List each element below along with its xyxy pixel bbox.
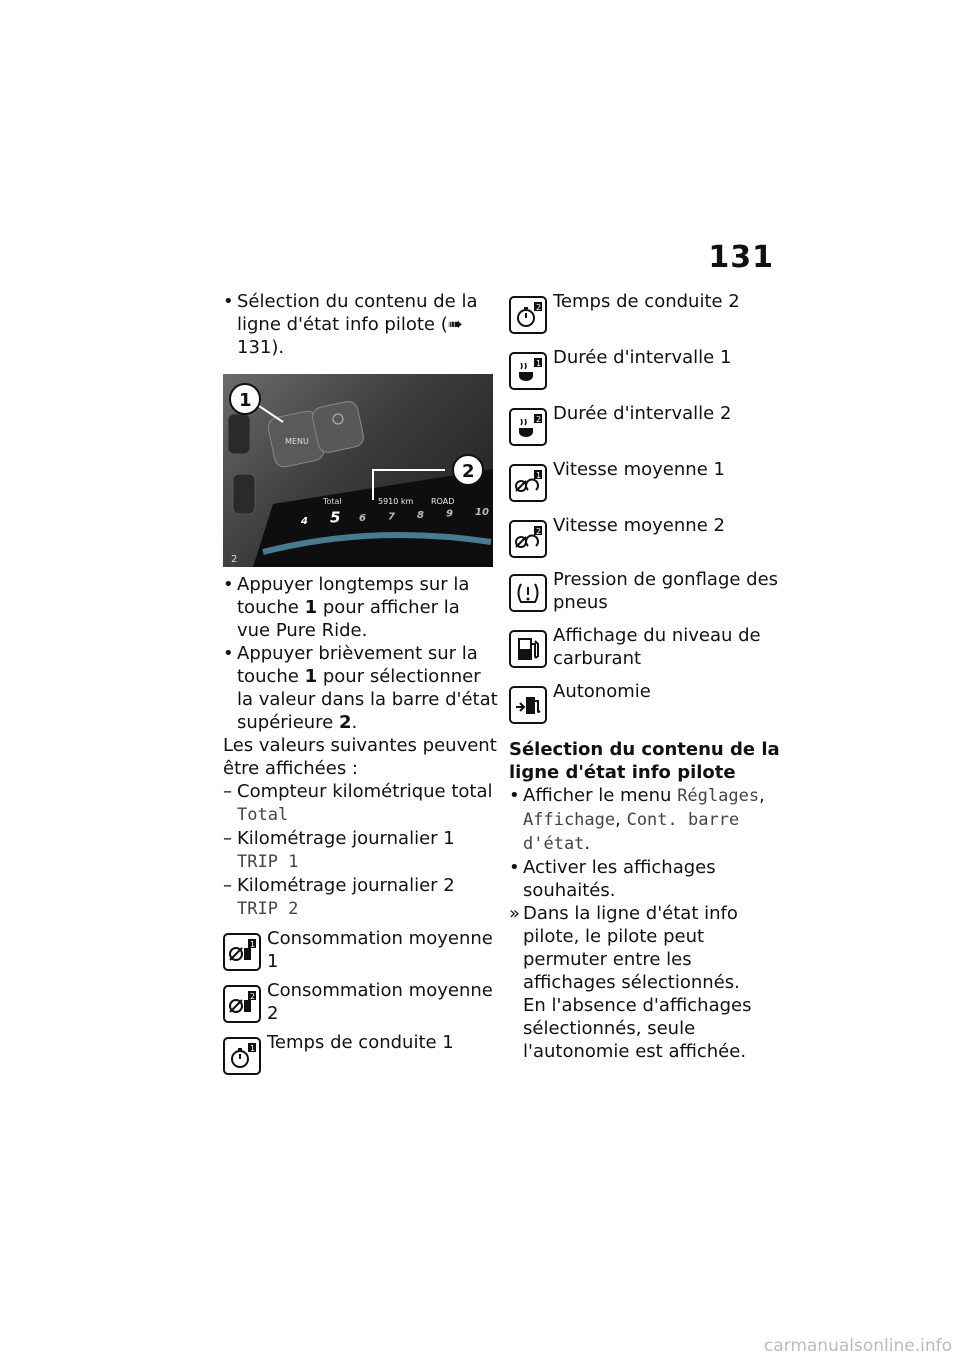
callout-1: 1: [239, 390, 252, 411]
bullet-short-press: • Appuyer brièvement sur la touche 1 pour sélectionner la valeur dans la barre d'état supérieure 2.: [223, 642, 498, 734]
icon-item-label: Consommation moyenne 1: [267, 928, 493, 972]
bullet-long-press: [223, 573, 498, 642]
dash-item-text: Kilométrage journalier 1: [237, 828, 455, 849]
svg-text:1: 1: [536, 471, 542, 480]
svg-text:1: 1: [250, 1044, 256, 1053]
result-text: » Dans la ligne d'état info pilote, le pilote peut permuter entre les affichages sélectionnés.: [509, 902, 789, 994]
tachometer-tick-label: 7: [388, 511, 395, 523]
svg-text:2: 2: [250, 992, 256, 1001]
activate-bullet: • Activer les affichages souhaités.: [509, 856, 789, 902]
callout-2: 2: [462, 461, 475, 482]
tachometer-tick-label: 9: [446, 508, 453, 520]
menu-path-settings: Réglages: [677, 786, 760, 806]
icon-item: [509, 514, 789, 558]
section-heading: Sélection du contenu de la ligne d'état info pilote: [509, 739, 780, 783]
svg-text:1: 1: [250, 940, 256, 949]
icon-item: [223, 1031, 498, 1075]
key-ref-1b: 1: [304, 666, 318, 687]
page-ref-arrow-icon: ➠: [447, 314, 463, 335]
interval-duration-1-icon: [509, 352, 547, 390]
bullet-long-press-text-end: pour afficher la vue Pure Ride.: [237, 597, 460, 641]
page-number: 131: [708, 240, 774, 275]
menu-path-status-bar: Cont. barre d'état: [523, 810, 740, 854]
right-column: [509, 290, 789, 1063]
bullet-long-press-text: Appuyer longtemps sur la touche: [237, 574, 470, 618]
dash-item-text: Compteur kilométrique total: [237, 781, 493, 802]
tachometer-tick-label: 4: [301, 516, 308, 527]
icon-item-label: Vitesse moyenne 2: [553, 515, 725, 536]
icon-item-label: Pression de gonflage des pneus: [553, 569, 779, 613]
icon-item: [223, 927, 498, 973]
menu-button-label: MENU: [285, 437, 309, 446]
photo-illustration: [223, 374, 493, 567]
display-mode: ROAD: [431, 497, 455, 506]
icon-item: [509, 402, 789, 446]
handlebar-display-photo: [223, 374, 493, 567]
range-icon: [509, 686, 547, 724]
avg-speed-2-icon: [509, 520, 547, 558]
intro-bullet-text: Sélection du contenu de la ligne d'état info pilote: [237, 291, 478, 335]
bullet-short-press-text-mid: pour sélectionner la valeur dans la barre d'état supérieure: [237, 666, 498, 733]
icon-item: [509, 346, 789, 390]
tachometer-tick-label: 6: [359, 513, 366, 524]
intro-bullet: • Sélection du contenu de la ligne d'état info pilote (➠ 131).: [223, 290, 498, 359]
dash-item: [223, 874, 498, 921]
menu-bullet-text: Afficher le menu: [523, 785, 672, 806]
tachometer-tick-label: 5: [330, 508, 341, 527]
menu-path-display: Affichage: [523, 810, 616, 830]
result-note: En l'absence d'affichages sélectionnés, seule l'autonomie est affichée.: [523, 995, 752, 1062]
icon-item-label: Autonomie: [553, 681, 651, 702]
tire-pressure-icon: [509, 574, 547, 612]
icon-item: [509, 568, 789, 614]
svg-text:2: 2: [536, 527, 542, 536]
interval-duration-2-icon: [509, 408, 547, 446]
dash-item: [223, 827, 498, 874]
icon-item: [509, 680, 789, 724]
avg-consumption-1-icon: [223, 933, 261, 971]
riding-time-2-icon: [509, 296, 547, 334]
icon-item-label: Affichage du niveau de carburant: [553, 625, 761, 669]
avg-consumption-2-icon: [223, 985, 261, 1023]
icon-item: [509, 458, 789, 502]
dash-item: [223, 780, 498, 827]
icon-item: [509, 624, 789, 670]
icon-item-label: Temps de conduite 2: [553, 291, 740, 312]
menu-bullet: • Afficher le menu Réglages, Affichage, Cont. barre d'état.: [509, 784, 789, 856]
bullet-short-press-text: Appuyer brièvement sur la touche: [237, 643, 478, 687]
display-odometer: 5910 km: [378, 497, 414, 506]
riding-time-1-icon: [223, 1037, 261, 1075]
values-intro: Les valeurs suivantes peuvent être affichées :: [223, 735, 497, 779]
key-ref-2: 2: [338, 712, 352, 733]
dash-item-code: TRIP 1: [237, 852, 299, 872]
svg-text:1: 1: [536, 359, 542, 368]
dash-item-text: Kilométrage journalier 2: [237, 875, 455, 896]
icon-item-label: Consommation moyenne 2: [267, 980, 493, 1024]
icon-item: [223, 979, 498, 1025]
svg-text:2: 2: [536, 415, 542, 424]
icon-item: [509, 290, 789, 334]
icon-item-label: Vitesse moyenne 1: [553, 459, 725, 480]
dash-list: [223, 780, 498, 921]
left-column: [223, 290, 498, 1075]
tachometer-tick-label: 10: [475, 507, 489, 518]
page-ref: 131: [237, 337, 272, 358]
icon-item-label: Temps de conduite 1: [267, 1032, 454, 1053]
dash-item-code: TRIP 2: [237, 899, 299, 919]
display-gear: 2: [231, 554, 238, 565]
avg-speed-1-icon: [509, 464, 547, 502]
watermark-footer: carmanualsonline.info: [763, 1336, 952, 1356]
key-ref-1: 1: [304, 597, 318, 618]
icon-item-label: Durée d'intervalle 1: [553, 347, 732, 368]
svg-text:2: 2: [536, 303, 542, 312]
dash-item-code: Total: [237, 805, 289, 825]
fuel-level-icon: [509, 630, 547, 668]
icon-item-label: Durée d'intervalle 2: [553, 403, 732, 424]
display-total-label: Total: [323, 497, 342, 506]
tachometer-tick-label: 8: [417, 510, 424, 521]
